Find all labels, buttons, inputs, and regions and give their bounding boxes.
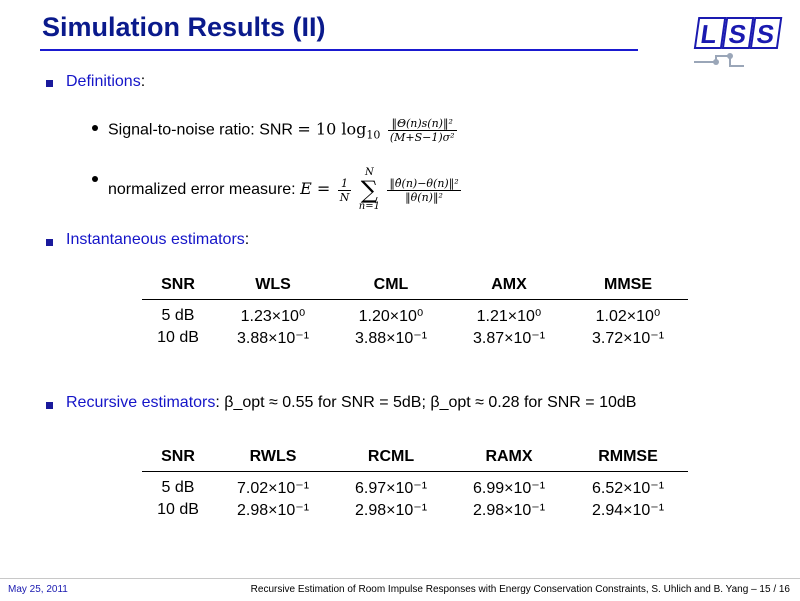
table-cell: 2.94×10⁻¹ [591,502,665,519]
column-header: MMSE [568,274,688,300]
bullet-dot [92,176,98,182]
table-cell: 3.72×10⁻¹ [591,330,665,347]
lss-logo [686,12,786,72]
definitions-heading-text: Definitions [66,73,141,90]
table-cell: 6.97×10⁻¹ [354,480,428,497]
sum-operator: N ∑ n=1 [358,167,380,212]
recursive-table [142,446,688,521]
error-scale-fraction [338,177,352,204]
slide-footer [0,578,800,601]
bullet-dot [92,125,98,131]
error-fraction [387,177,460,204]
table-cell: 3.88×10⁻¹ [236,330,310,347]
snr-fraction-denominator: (M+S−1)σ² [389,131,455,144]
error-fraction-numerator: ‖θ̂(n)−θ(n)‖² [389,176,459,190]
table-cell: 10 dB [157,329,199,346]
table-cell: 3.87×10⁻¹ [472,330,546,347]
svg-text:S: S [726,19,749,49]
sum-lower-limit: n=1 [358,201,380,212]
error-fraction-denominator: ‖θ(n)‖² [405,190,443,204]
table-cell: 5 dB [161,307,195,324]
snr-definition [108,117,460,144]
snr-fraction-numerator: ‖Θ(n)s(n)‖² [388,117,457,131]
svg-text:S: S [754,19,777,49]
table-row [142,472,688,500]
snr-label: Signal-to-noise ratio: SNR [108,121,293,139]
bullet-square [46,80,53,87]
table-cell: 1.21×10⁰ [476,308,542,325]
table-cell: 2.98×10⁻¹ [236,502,310,519]
title-divider [40,49,638,51]
table-row [142,499,688,521]
instantaneous-heading-text: Instantaneous estimators [66,231,245,248]
recursive-heading: Recursive estimators [66,394,216,411]
table-cell: 6.99×10⁻¹ [472,480,546,497]
bullet-square [46,402,53,409]
recursive-beta-text: : β_opt ≈ 0.55 for SNR = 5dB; β_opt ≈ 0.28 for SNR = 10dB [215,394,637,411]
column-header: RMMSE [568,446,688,472]
column-header: RCML [332,446,450,472]
snr-log-base: 10 [366,128,381,142]
table-cell: 5 dB [161,479,195,496]
column-header: AMX [450,274,568,300]
instantaneous-heading: Instantaneous estimators: [66,231,250,248]
table-cell: 1.02×10⁰ [595,308,661,325]
table-cell: 3.88×10⁻¹ [354,330,428,347]
column-header: SNR [142,274,214,300]
snr-fraction [388,117,457,144]
table-cell: 7.02×10⁻¹ [236,480,310,497]
instantaneous-table [142,274,688,349]
column-header: SNR [142,446,214,472]
sum-upper-limit: N [365,167,374,178]
table-cell: 1.23×10⁰ [240,308,306,325]
table-cell: 10 dB [157,501,199,518]
table-row [142,300,688,328]
table-row [142,327,688,349]
column-header: CML [332,274,450,300]
svg-text:L: L [698,19,719,49]
error-scale-numerator: 1 [338,177,352,191]
error-scale-denominator: N [339,190,350,204]
error-equation: E = [300,179,331,199]
error-label: normalized error measure: [108,181,296,199]
column-header: WLS [214,274,332,300]
footer-date: May 25, 2011 [8,584,68,595]
recursive-line [66,394,636,412]
snr-equation: = 10 log [297,119,367,139]
definitions-heading: Definitions: [66,73,146,90]
table-cell: 2.98×10⁻¹ [354,502,428,519]
table-cell: 1.20×10⁰ [358,308,424,325]
slide-title: Simulation Results (II) [42,12,326,42]
column-header: RWLS [214,446,332,472]
table-cell: 2.98×10⁻¹ [472,502,546,519]
bullet-square [46,239,53,246]
table-cell: 6.52×10⁻¹ [591,480,665,497]
error-definition [108,168,464,212]
footer-citation: Recursive Estimation of Room Impulse Responses with Energy Conservation Constraints, S. Uhlich and B. Yang – 15 / 16 [250,584,790,595]
column-header: RAMX [450,446,568,472]
